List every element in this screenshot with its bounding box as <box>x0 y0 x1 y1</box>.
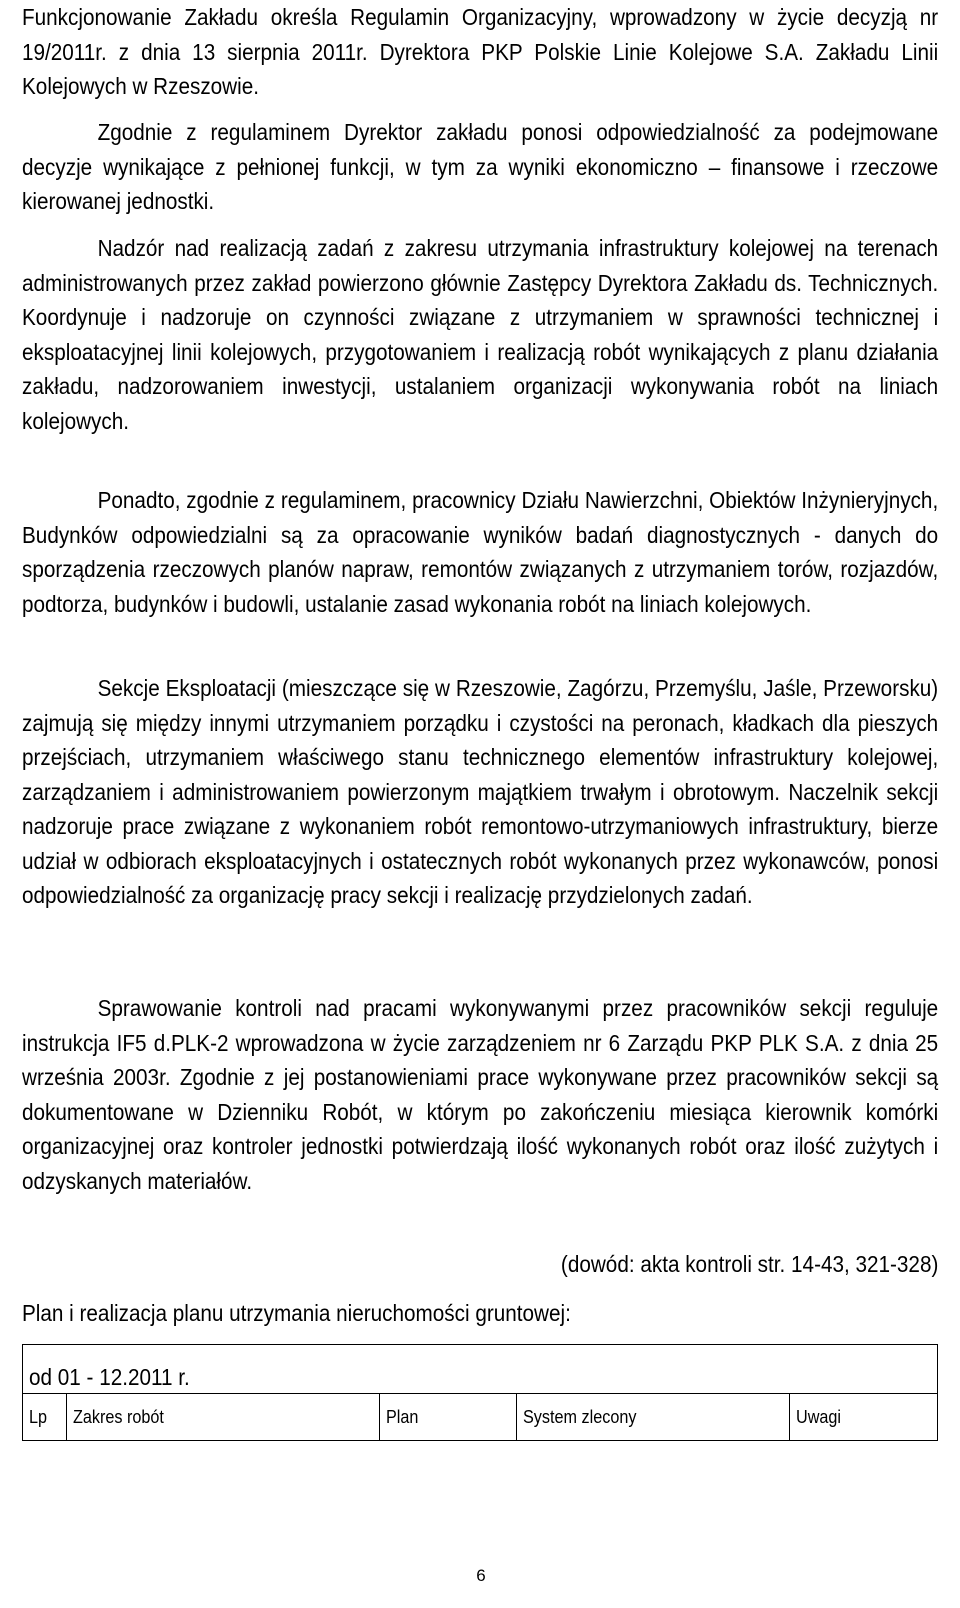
page-number: 6 <box>476 1566 486 1585</box>
table-header-system-zlecony: System zlecony <box>517 1394 790 1441</box>
document-page <box>22 0 938 1608</box>
table-header-plan: Plan <box>380 1394 517 1441</box>
table-period-text: od 01 - 12.2011 r. <box>29 1364 190 1390</box>
paragraph-regulamin: Funkcjonowanie Zakładu określa Regulamin Organizacyjny, wprowadzony w życie decyzją nr 19/2011r. z dnia 13 sierpnia 2011r. Dyrektora PKP Polskie Linie Kolejowe S.A. Zakładu Linii Kolejowych w Rzeszowie. <box>22 4 939 99</box>
table-period-cell <box>23 1345 938 1394</box>
table-header-uwagi: Uwagi <box>790 1394 938 1441</box>
table-header-row <box>23 1394 938 1441</box>
table-period-row <box>23 1345 938 1394</box>
table-header-zakres-robot: Zakres robót <box>67 1394 380 1441</box>
evidence-note: (dowód: akta kontroli str. 14-43, 321-328) <box>560 1251 938 1277</box>
paragraph-sekcje-eksploatacji: Sekcje Eksploatacji (mieszczące się w Rzeszowie, Zagórzu, Przemyślu, Jaśle, Przeworsku) zajmują się między innymi utrzymaniem porządku i czystości na peronach, kładkach dla pieszych przejściach, utrzymaniem właściwego stanu technicznego elementów infrastruktury kolejowej, zarządzaniem i administrowaniem powierzonym majątkiem trwałym i obrotowym. Naczelnik sekcji nadzoruje prace związane z wykonaniem robót remontowo-utrzymaniowych infrastruktury, bierze udział w odbiorach eksploatacyjnych i ostatecznych robót wykonanych przez wykonawców, ponosi odpowiedzialność za organizację pracy sekcji i realizację przydzielonych zadań. <box>22 675 939 908</box>
plan-heading: Plan i realizacja planu utrzymania nieruchomości gruntowej: <box>22 1300 571 1326</box>
table-header-lp: Lp <box>23 1394 67 1441</box>
plan-table <box>22 1344 938 1441</box>
paragraph-ponadto: Ponadto, zgodnie z regulaminem, pracownicy Działu Nawierzchni, Obiektów Inżynieryjnych, Budynków odpowiedzialni są za opracowanie wyników badań diagnostycznych - danych do sporządzenia rzeczowych planów napraw, remontów związanych z utrzymaniem torów, rozjazdów, podtorza, budynków i budowli, ustalanie zasad wykonania robót na liniach kolejowych. <box>22 487 939 617</box>
paragraph-dyrektor-odpowiedzialnosc: Zgodnie z regulaminem Dyrektor zakładu ponosi odpowiedzialność za podejmowane decyzje wynikające z pełnionej funkcji, w tym za wyniki ekonomiczno – finansowe i rzeczowe kierowanej jednostki. <box>22 119 939 214</box>
paragraph-nadzor: Nadzór nad realizacją zadań z zakresu utrzymania infrastruktury kolejowej na terenach administrowanych przez zakład powierzono głównie Zastępcy Dyrektora Zakładu ds. Technicznych. Koordynuje i nadzoruje on czynności związane z utrzymaniem w sprawności technicznej i eksploatacyjnej linii kolejowych, przygotowaniem i realizacją robót wynikających z planu działania zakładu, nadzorowaniem inwestycji, ustalaniem organizacji wykonywania robót na liniach kolejowych. <box>22 235 939 434</box>
paragraph-sprawowanie-kontroli: Sprawowanie kontroli nad pracami wykonywanymi przez pracowników sekcji reguluje instrukcja IF5 d.PLK-2 wprowadzona w życie zarządzeniem nr 6 Zarządu PKP PLK S.A. z dnia 25 września 2003r. Zgodnie z jej postanowieniami prace wykonywane przez pracowników sekcji są dokumentowane w Dzienniku Robót, w którym po zakończeniu miesiąca kierownik komórki organizacyjnej oraz kontroler jednostki potwierdzają ilość wykonanych robót oraz ilość zużytych i odzyskanych materiałów. <box>22 995 939 1194</box>
